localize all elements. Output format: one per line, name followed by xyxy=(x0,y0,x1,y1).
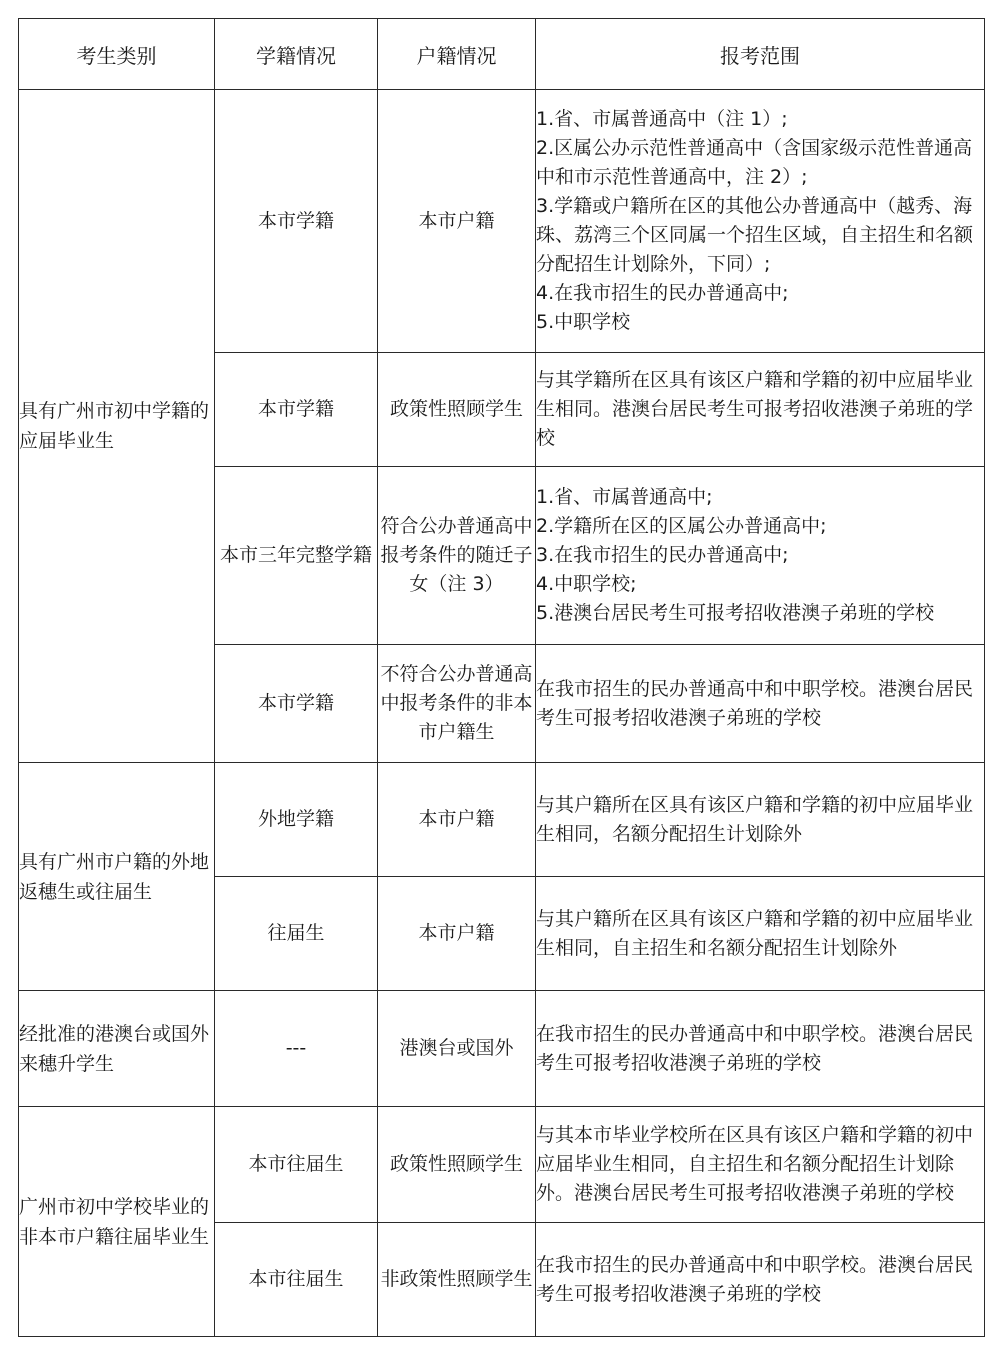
header-huji: 户籍情况 xyxy=(378,19,536,90)
range-cell xyxy=(536,763,985,877)
xueji-cell: 本市往届生 xyxy=(215,1107,378,1223)
header-row xyxy=(19,19,985,90)
range-item: 2.区属公办示范性普通高中（含国家级示范性普通高中和市示范性普通高中，注 2）; xyxy=(536,137,973,188)
huji-cell: 政策性照顾学生 xyxy=(378,353,536,467)
range-item: 与其户籍所在区具有该区户籍和学籍的初中应届毕业生相同，自主招生和名额分配招生计划除外 xyxy=(536,907,974,959)
range-cell xyxy=(536,991,985,1107)
range-item: 与其户籍所在区具有该区户籍和学籍的初中应届毕业生相同，名额分配招生计划除外 xyxy=(536,793,974,845)
range-cell xyxy=(536,1223,985,1337)
range-cell xyxy=(536,353,985,467)
table-row xyxy=(19,991,985,1107)
huji-cell: 符合公办普通高中报考条件的随迁子女（注 3） xyxy=(378,467,536,645)
range-cell xyxy=(536,467,985,645)
range-item: 4.中职学校; xyxy=(536,573,637,595)
range-cell xyxy=(536,877,985,991)
huji-cell: 本市户籍 xyxy=(378,90,536,353)
table-row xyxy=(19,763,985,877)
xueji-cell: --- xyxy=(215,991,378,1107)
xueji-cell: 本市学籍 xyxy=(215,90,378,353)
range-cell xyxy=(536,1107,985,1223)
huji-cell: 不符合公办普通高中报考条件的非本市户籍生 xyxy=(378,645,536,763)
huji-cell: 港澳台或国外 xyxy=(378,991,536,1107)
range-item: 3.在我市招生的民办普通高中; xyxy=(536,544,789,566)
range-item: 与其本市毕业学校所在区具有该区户籍和学籍的初中应届毕业生相同，自主招生和名额分配招生计划除外。港澳台居民考生可报考招收港澳子弟班的学校 xyxy=(536,1124,974,1204)
category-cell: 广州市初中学校毕业的非本市户籍往届毕业生 xyxy=(19,1107,215,1337)
range-item: 1.省、市属普通高中（注 1）; xyxy=(536,108,788,130)
range-item: 2.学籍所在区的区属公办普通高中; xyxy=(536,515,827,537)
header-category: 考生类别 xyxy=(19,19,215,90)
xueji-cell: 往届生 xyxy=(215,877,378,991)
range-cell xyxy=(536,645,985,763)
huji-cell: 非政策性照顾学生 xyxy=(378,1223,536,1337)
range-item: 5.港澳台居民考生可报考招收港澳子弟班的学校 xyxy=(536,602,935,624)
huji-cell: 本市户籍 xyxy=(378,763,536,877)
huji-cell: 政策性照顾学生 xyxy=(378,1107,536,1223)
xueji-cell: 本市学籍 xyxy=(215,353,378,467)
xueji-cell: 本市往届生 xyxy=(215,1223,378,1337)
huji-cell: 本市户籍 xyxy=(378,877,536,991)
range-cell xyxy=(536,90,985,353)
range-item: 与其学籍所在区具有该区户籍和学籍的初中应届毕业生相同。港澳台居民考生可报考招收港澳子弟班的学校 xyxy=(536,369,974,449)
category-cell: 经批准的港澳台或国外来穗升学生 xyxy=(19,991,215,1107)
table-row xyxy=(19,1107,985,1223)
range-item: 在我市招生的民办普通高中和中职学校。港澳台居民考生可报考招收港澳子弟班的学校 xyxy=(536,677,974,729)
range-item: 3.学籍或户籍所在区的其他公办普通高中（越秀、海珠、荔湾三个区同属一个招生区域，自主招生和名额分配招生计划除外，下同）; xyxy=(536,195,974,275)
range-item: 5.中职学校 xyxy=(536,311,631,333)
xueji-cell: 本市三年完整学籍 xyxy=(215,467,378,645)
xueji-cell: 外地学籍 xyxy=(215,763,378,877)
range-item: 在我市招生的民办普通高中和中职学校。港澳台居民考生可报考招收港澳子弟班的学校 xyxy=(536,1022,974,1074)
range-item: 1.省、市属普通高中; xyxy=(536,486,713,508)
category-cell: 具有广州市初中学籍的应届毕业生 xyxy=(19,90,215,763)
admission-scope-table xyxy=(18,18,985,1337)
header-xueji: 学籍情况 xyxy=(215,19,378,90)
range-item: 4.在我市招生的民办普通高中; xyxy=(536,282,789,304)
table-row xyxy=(19,90,985,353)
xueji-cell: 本市学籍 xyxy=(215,645,378,763)
header-range: 报考范围 xyxy=(536,19,985,90)
category-cell: 具有广州市户籍的外地返穗生或往届生 xyxy=(19,763,215,991)
range-item: 在我市招生的民办普通高中和中职学校。港澳台居民考生可报考招收港澳子弟班的学校 xyxy=(536,1253,974,1305)
